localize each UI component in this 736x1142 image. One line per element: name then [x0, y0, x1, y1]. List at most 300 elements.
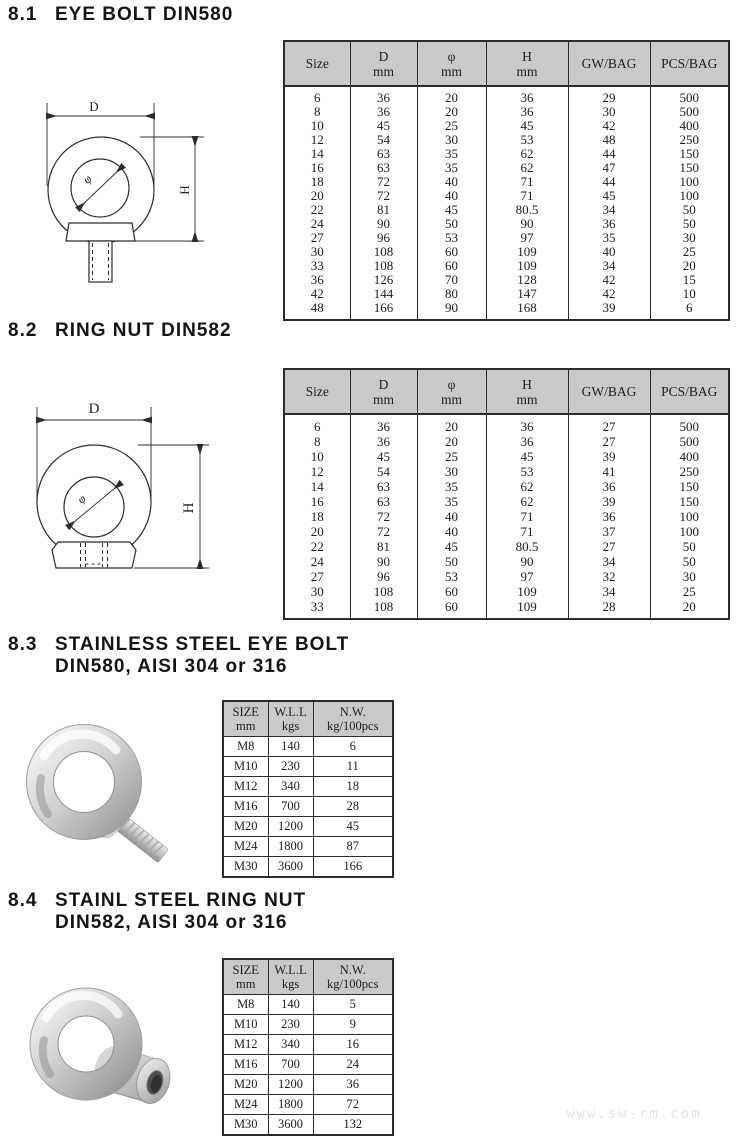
- section-subtitle: DIN580, AISI 304 or 316: [55, 656, 288, 677]
- column-header: PCS/BAG: [650, 41, 729, 86]
- table-cell: 53: [486, 464, 568, 479]
- table-cell: 36: [568, 479, 650, 494]
- table-row: [223, 1035, 393, 1055]
- section-number: 8.1: [8, 4, 38, 25]
- table-cell: 39: [568, 449, 650, 464]
- section-number: 8.2: [8, 320, 38, 341]
- table-cell: 108: [350, 259, 417, 273]
- table-cell: 250: [650, 464, 729, 479]
- table-cell: 36: [568, 509, 650, 524]
- table-cell: 108: [350, 245, 417, 259]
- ss-ring-nut-table: [222, 958, 394, 1136]
- table-cell: 33: [284, 259, 350, 273]
- table-cell: 81: [350, 203, 417, 217]
- table-cell: 45: [417, 539, 486, 554]
- table-cell: 340: [268, 777, 313, 797]
- table-row: [284, 245, 729, 259]
- dim-label-h: H: [177, 185, 192, 195]
- section-title: RING NUT DIN582: [55, 320, 232, 341]
- table-cell: M12: [223, 777, 268, 797]
- table-cell: 80: [417, 287, 486, 301]
- table-cell: 45: [350, 449, 417, 464]
- column-header: GW/BAG: [568, 369, 650, 414]
- table-cell: 340: [268, 1035, 313, 1055]
- table-cell: 20: [417, 414, 486, 434]
- table-row: [284, 434, 729, 449]
- table-row: [284, 231, 729, 245]
- table-row: [284, 494, 729, 509]
- table-cell: 28: [313, 797, 393, 817]
- table-cell: 45: [417, 203, 486, 217]
- section-number: 8.3: [8, 634, 38, 655]
- table-cell: 18: [284, 509, 350, 524]
- column-header: N.W. kg/100pcs: [313, 959, 393, 995]
- table-cell: 150: [650, 479, 729, 494]
- table-cell: M8: [223, 995, 268, 1015]
- eye-bolt-drawing: [28, 90, 238, 302]
- table-cell: 80.5: [486, 203, 568, 217]
- table-cell: M24: [223, 837, 268, 857]
- table-row: [284, 119, 729, 133]
- table-cell: 40: [417, 509, 486, 524]
- table-cell: 50: [417, 217, 486, 231]
- column-header: D mm: [350, 41, 417, 86]
- table-cell: 71: [486, 189, 568, 203]
- table-row: [284, 273, 729, 287]
- column-header: SIZE mm: [223, 959, 268, 995]
- table-cell: 30: [284, 584, 350, 599]
- table-cell: 97: [486, 569, 568, 584]
- table-cell: 39: [568, 301, 650, 320]
- table-row: [284, 259, 729, 273]
- table-cell: 42: [568, 287, 650, 301]
- table-cell: 70: [417, 273, 486, 287]
- table-cell: 80.5: [486, 539, 568, 554]
- table-cell: 34: [568, 554, 650, 569]
- table-cell: 8: [284, 434, 350, 449]
- dim-label-d: D: [89, 99, 99, 114]
- table-cell: M30: [223, 857, 268, 877]
- table-cell: 30: [650, 569, 729, 584]
- table-row: [284, 203, 729, 217]
- table-cell: 18: [313, 777, 393, 797]
- table-cell: 700: [268, 797, 313, 817]
- table-cell: 140: [268, 737, 313, 757]
- table-cell: 20: [650, 599, 729, 619]
- table-cell: 20: [417, 105, 486, 119]
- table-row: [284, 599, 729, 619]
- table-cell: 1800: [268, 837, 313, 857]
- table-cell: 16: [284, 161, 350, 175]
- table-cell: 144: [350, 287, 417, 301]
- watermark: www.sw-rm.com: [566, 1106, 702, 1122]
- table-cell: 166: [350, 301, 417, 320]
- table-cell: 168: [486, 301, 568, 320]
- table-cell: 109: [486, 599, 568, 619]
- table-cell: 27: [568, 434, 650, 449]
- table-cell: 50: [417, 554, 486, 569]
- table-cell: 108: [350, 599, 417, 619]
- table-cell: 62: [486, 479, 568, 494]
- table-row: [223, 837, 393, 857]
- table-cell: 128: [486, 273, 568, 287]
- table-cell: 72: [350, 524, 417, 539]
- header-row: [223, 959, 393, 995]
- table-cell: 36: [486, 105, 568, 119]
- table-cell: 22: [284, 539, 350, 554]
- table-cell: 11: [313, 757, 393, 777]
- table-cell: 25: [650, 245, 729, 259]
- table-cell: 166: [313, 857, 393, 877]
- section-heading-8-1: [8, 4, 233, 26]
- table-row: [223, 737, 393, 757]
- table-cell: 140: [268, 995, 313, 1015]
- table-cell: 100: [650, 524, 729, 539]
- column-header: φ mm: [417, 41, 486, 86]
- table-cell: 400: [650, 449, 729, 464]
- table-cell: 16: [313, 1035, 393, 1055]
- table-cell: 1200: [268, 817, 313, 837]
- table-cell: 24: [313, 1055, 393, 1075]
- header-row: [284, 41, 729, 86]
- table-cell: 25: [650, 584, 729, 599]
- table-cell: 10: [284, 449, 350, 464]
- table-row: [284, 189, 729, 203]
- table-row: [284, 524, 729, 539]
- table-cell: 36: [568, 217, 650, 231]
- table-cell: 71: [486, 175, 568, 189]
- table-cell: 27: [284, 231, 350, 245]
- table-cell: 45: [313, 817, 393, 837]
- table-cell: 90: [350, 554, 417, 569]
- table-cell: 36: [350, 434, 417, 449]
- ring-nut-spec-table: [283, 368, 730, 620]
- table-cell: 12: [284, 464, 350, 479]
- table-cell: 10: [284, 119, 350, 133]
- table-row: [223, 1095, 393, 1115]
- ring-nut-photo: [12, 982, 197, 1132]
- section-title: STAINLESS STEEL EYE BOLT: [55, 634, 350, 655]
- column-header: N.W. kg/100pcs: [313, 701, 393, 737]
- table-cell: 36: [350, 86, 417, 105]
- header-row: [223, 701, 393, 737]
- table-cell: 45: [350, 119, 417, 133]
- table-row: [284, 86, 729, 105]
- table-cell: 44: [568, 147, 650, 161]
- column-header: W.L.L kgs: [268, 959, 313, 995]
- dim-label-d: D: [88, 401, 100, 417]
- table-row: [284, 133, 729, 147]
- table-row: [223, 777, 393, 797]
- table-row: [223, 757, 393, 777]
- table-cell: 63: [350, 494, 417, 509]
- table-row: [284, 584, 729, 599]
- table-row: [284, 479, 729, 494]
- table-row: [284, 175, 729, 189]
- table-cell: 109: [486, 584, 568, 599]
- table-cell: 9: [313, 1015, 393, 1035]
- table-row: [284, 569, 729, 584]
- table-cell: 36: [486, 414, 568, 434]
- table-cell: 30: [417, 464, 486, 479]
- table-cell: 100: [650, 175, 729, 189]
- table-cell: 40: [417, 524, 486, 539]
- table-cell: 700: [268, 1055, 313, 1075]
- table-cell: 72: [350, 509, 417, 524]
- table-cell: 90: [417, 301, 486, 320]
- table-cell: 45: [486, 449, 568, 464]
- table-cell: 48: [568, 133, 650, 147]
- table-cell: 53: [417, 569, 486, 584]
- table-cell: 87: [313, 837, 393, 857]
- table-row: [223, 1015, 393, 1035]
- table-cell: 230: [268, 1015, 313, 1035]
- table-cell: 14: [284, 147, 350, 161]
- table-row: [223, 797, 393, 817]
- table-cell: 34: [568, 584, 650, 599]
- table-cell: 500: [650, 414, 729, 434]
- table-cell: M16: [223, 797, 268, 817]
- table-row: [223, 817, 393, 837]
- table-cell: 62: [486, 161, 568, 175]
- table-cell: 230: [268, 757, 313, 777]
- table-cell: 42: [284, 287, 350, 301]
- table-row: [223, 857, 393, 877]
- table-cell: 132: [313, 1115, 393, 1135]
- table-row: [223, 1115, 393, 1135]
- table-row: [223, 995, 393, 1015]
- table-cell: 30: [650, 231, 729, 245]
- ring-nut-drawing: [22, 390, 242, 590]
- table-cell: 24: [284, 554, 350, 569]
- table-cell: 53: [417, 231, 486, 245]
- table-cell: M8: [223, 737, 268, 757]
- eye-bolt-spec-table: [283, 40, 730, 321]
- table-cell: 18: [284, 175, 350, 189]
- table-cell: 72: [350, 175, 417, 189]
- table-cell: 15: [650, 273, 729, 287]
- table-cell: M10: [223, 757, 268, 777]
- table-cell: 20: [284, 189, 350, 203]
- table-cell: 63: [350, 161, 417, 175]
- table-row: [284, 301, 729, 320]
- column-header: H mm: [486, 369, 568, 414]
- table-cell: 3600: [268, 857, 313, 877]
- table-cell: 47: [568, 161, 650, 175]
- table-cell: 147: [486, 287, 568, 301]
- table-cell: M12: [223, 1035, 268, 1055]
- section-title: STAINL STEEL RING NUT: [55, 890, 307, 911]
- table-cell: 30: [568, 105, 650, 119]
- table-cell: 48: [284, 301, 350, 320]
- table-cell: 36: [350, 414, 417, 434]
- table-row: [223, 1055, 393, 1075]
- table-cell: 42: [568, 273, 650, 287]
- column-header: PCS/BAG: [650, 369, 729, 414]
- table-cell: 60: [417, 584, 486, 599]
- table-cell: 71: [486, 524, 568, 539]
- header-row: [284, 369, 729, 414]
- table-cell: 60: [417, 599, 486, 619]
- table-cell: 109: [486, 245, 568, 259]
- table-row: [284, 217, 729, 231]
- table-row: [284, 414, 729, 434]
- table-cell: 62: [486, 147, 568, 161]
- table-cell: 27: [568, 414, 650, 434]
- table-cell: 36: [486, 86, 568, 105]
- table-cell: 81: [350, 539, 417, 554]
- table-cell: 50: [650, 203, 729, 217]
- eye-bolt-photo: [12, 720, 197, 878]
- table-cell: 40: [568, 245, 650, 259]
- column-header: φ mm: [417, 369, 486, 414]
- table-cell: 29: [568, 86, 650, 105]
- ss-eye-bolt-table: [222, 700, 394, 878]
- table-cell: 32: [568, 569, 650, 584]
- table-cell: 50: [650, 554, 729, 569]
- section-subtitle: DIN582, AISI 304 or 316: [55, 912, 288, 933]
- table-cell: 35: [417, 161, 486, 175]
- table-cell: 72: [350, 189, 417, 203]
- table-cell: 35: [417, 494, 486, 509]
- table-cell: 45: [486, 119, 568, 133]
- table-cell: 71: [486, 509, 568, 524]
- table-cell: 30: [417, 133, 486, 147]
- table-cell: 150: [650, 494, 729, 509]
- table-cell: 63: [350, 479, 417, 494]
- table-cell: 22: [284, 203, 350, 217]
- table-cell: 34: [568, 203, 650, 217]
- table-cell: 25: [417, 449, 486, 464]
- table-cell: 36: [486, 434, 568, 449]
- table-cell: 54: [350, 464, 417, 479]
- table-cell: 500: [650, 105, 729, 119]
- table-cell: M20: [223, 817, 268, 837]
- table-cell: 28: [568, 599, 650, 619]
- table-cell: 35: [417, 147, 486, 161]
- dim-label-phi: φ: [74, 491, 89, 507]
- column-header: SIZE mm: [223, 701, 268, 737]
- table-cell: 10: [650, 287, 729, 301]
- table-cell: 33: [284, 599, 350, 619]
- table-cell: 39: [568, 494, 650, 509]
- table-cell: 1200: [268, 1075, 313, 1095]
- table-row: [284, 161, 729, 175]
- table-cell: 3600: [268, 1115, 313, 1135]
- table-cell: 8: [284, 105, 350, 119]
- table-cell: M10: [223, 1015, 268, 1035]
- table-cell: 41: [568, 464, 650, 479]
- table-row: [284, 509, 729, 524]
- table-cell: 6: [313, 737, 393, 757]
- table-cell: 5: [313, 995, 393, 1015]
- table-cell: M20: [223, 1075, 268, 1095]
- table-row: [284, 105, 729, 119]
- table-cell: 24: [284, 217, 350, 231]
- table-cell: 16: [284, 494, 350, 509]
- table-cell: 6: [284, 414, 350, 434]
- table-cell: 35: [568, 231, 650, 245]
- table-row: [284, 539, 729, 554]
- table-cell: 108: [350, 584, 417, 599]
- table-cell: 36: [350, 105, 417, 119]
- table-row: [284, 147, 729, 161]
- table-cell: 90: [486, 217, 568, 231]
- section-heading-8-2: [8, 320, 232, 342]
- table-cell: 37: [568, 524, 650, 539]
- table-cell: 500: [650, 434, 729, 449]
- dim-label-h: H: [181, 502, 197, 514]
- table-cell: 12: [284, 133, 350, 147]
- table-cell: 6: [650, 301, 729, 320]
- table-cell: 36: [313, 1075, 393, 1095]
- table-cell: 50: [650, 217, 729, 231]
- table-row: [284, 449, 729, 464]
- table-cell: 25: [417, 119, 486, 133]
- column-header: W.L.L kgs: [268, 701, 313, 737]
- table-row: [284, 554, 729, 569]
- table-cell: 45: [568, 189, 650, 203]
- table-cell: 42: [568, 119, 650, 133]
- table-cell: M24: [223, 1095, 268, 1115]
- table-cell: 72: [313, 1095, 393, 1115]
- table-row: [284, 464, 729, 479]
- table-cell: 30: [284, 245, 350, 259]
- table-cell: 40: [417, 189, 486, 203]
- table-cell: 100: [650, 509, 729, 524]
- table-cell: 126: [350, 273, 417, 287]
- table-cell: 20: [417, 434, 486, 449]
- table-cell: 90: [350, 217, 417, 231]
- dim-label-phi: φ: [79, 171, 95, 187]
- table-cell: 27: [568, 539, 650, 554]
- section-heading-8-3: [8, 634, 349, 678]
- table-cell: 53: [486, 133, 568, 147]
- table-cell: 62: [486, 494, 568, 509]
- table-cell: 100: [650, 189, 729, 203]
- table-cell: 27: [284, 569, 350, 584]
- table-cell: 36: [284, 273, 350, 287]
- section-heading-8-4: [8, 890, 306, 934]
- table-cell: M30: [223, 1115, 268, 1135]
- table-cell: M16: [223, 1055, 268, 1075]
- table-row: [284, 287, 729, 301]
- section-title: EYE BOLT DIN580: [55, 4, 234, 25]
- table-cell: 150: [650, 147, 729, 161]
- table-cell: 500: [650, 86, 729, 105]
- table-cell: 63: [350, 147, 417, 161]
- column-header: D mm: [350, 369, 417, 414]
- table-cell: 34: [568, 259, 650, 273]
- table-cell: 40: [417, 175, 486, 189]
- section-number: 8.4: [8, 890, 38, 911]
- table-cell: 97: [486, 231, 568, 245]
- table-cell: 90: [486, 554, 568, 569]
- table-cell: 20: [284, 524, 350, 539]
- table-cell: 250: [650, 133, 729, 147]
- table-cell: 60: [417, 259, 486, 273]
- table-cell: 20: [417, 86, 486, 105]
- table-cell: 96: [350, 231, 417, 245]
- table-cell: 54: [350, 133, 417, 147]
- column-header: Size: [284, 41, 350, 86]
- table-cell: 400: [650, 119, 729, 133]
- table-cell: 109: [486, 259, 568, 273]
- table-cell: 14: [284, 479, 350, 494]
- table-cell: 20: [650, 259, 729, 273]
- table-cell: 44: [568, 175, 650, 189]
- table-cell: 60: [417, 245, 486, 259]
